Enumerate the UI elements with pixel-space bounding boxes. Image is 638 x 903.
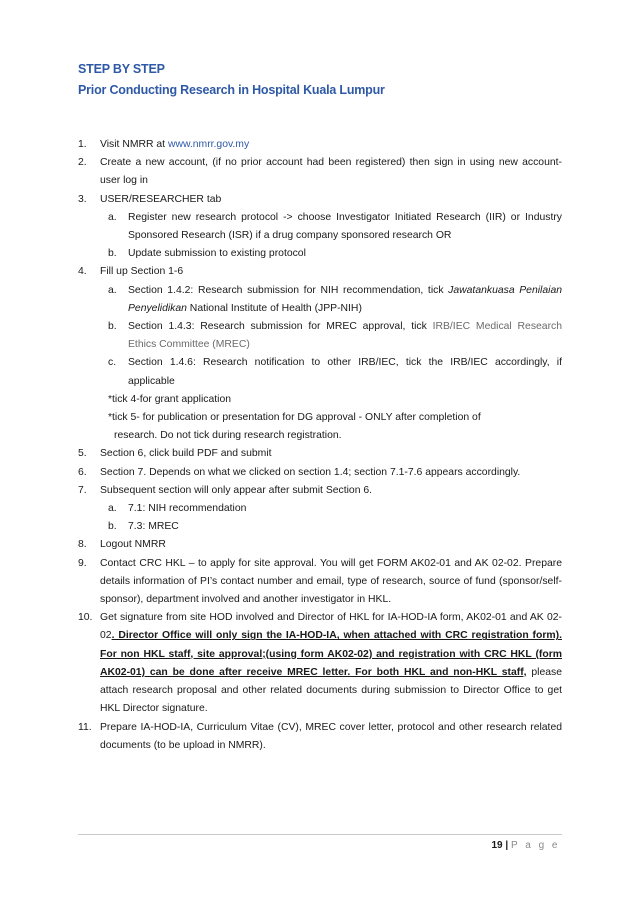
- substep-text: Register new research protocol -> choose Investigator Initiated Research (IIR) or Industry Sponsored Research (ISR) if a drug company sponsored research OR: [128, 211, 562, 242]
- note-grant: *tick 4-for grant application: [108, 393, 232, 405]
- substep-text-end: National Institute of Health (JPP-NIH): [186, 302, 362, 314]
- step-8: [78, 536, 562, 554]
- step-number: 3.: [78, 193, 87, 205]
- step-text: Create a new account, (if no prior account had been registered) then sign in using new account- user log in: [100, 157, 562, 187]
- substep-text: 7.1: NIH recommendation: [128, 503, 247, 515]
- step-11: [78, 719, 562, 755]
- step-number: 11.: [78, 721, 92, 733]
- step-text: USER/RESEARCHER tab: [100, 193, 222, 205]
- note-text: *tick 5- for publication or presentation for DG approval - ONLY after completion of: [108, 412, 481, 424]
- step-text: Get signature from site HOD involved and Director of HKL for IA-HOD-IA form, AK02-01 and AK 02-02: [100, 612, 562, 642]
- step-emphasis-text: . Director Office will only sign the IA-HOD-IA, when attached with CRC registration form). For non HKL staff, site approval;(using form AK02-02) and registration with CRC HKL (form AK02-01) can be done after receive MREC letter. For both HKL and non-HKL staff,: [100, 630, 562, 678]
- substep-letter: b.: [108, 521, 117, 533]
- footer-divider: [78, 834, 562, 835]
- step-number: 9.: [78, 557, 87, 569]
- substep-italic-text: Jawatankuasa Penilaian Penyelidikan: [128, 284, 562, 314]
- step-number: 1.: [78, 139, 87, 150]
- substep-text: 7.3: MREC: [128, 521, 179, 533]
- step-number: 5.: [78, 448, 87, 460]
- step-text: Prepare IA-HOD-IA, Curriculum Vitae (CV), MREC cover letter, protocol and other research related documents (to be upload in NMRR).: [100, 721, 562, 751]
- step-7a: [78, 500, 562, 518]
- step-9: [78, 555, 562, 610]
- substep-letter: b.: [108, 248, 117, 260]
- note-publication: [78, 409, 562, 445]
- page-label: P a g e: [510, 840, 560, 851]
- step-5: [78, 445, 562, 463]
- step-text: Contact CRC HKL – to apply for site approval. You will get FORM AK02-01 and AK 02-02. Prepare details information of PI’s contact number and email, type of research, source of fund (sponsor/self-sponsor), department involved and another investigator in HKL.: [100, 557, 562, 606]
- step-text: Section 6, click build PDF and submit: [100, 448, 272, 460]
- step-text: Section 7. Depends on what we clicked on section 1.4; section 7.1-7.6 appears accordingly.: [100, 466, 521, 478]
- step-number: 6.: [78, 466, 87, 478]
- step-text: Subsequent section will only appear after submit Section 6.: [100, 484, 373, 496]
- substep-gray-text: IRB/IEC Medical Research Ethics Committee (MREC): [128, 321, 563, 351]
- substep-text: Update submission to existing protocol: [128, 248, 306, 260]
- step-4c: [78, 354, 562, 390]
- step-4a: [78, 282, 562, 318]
- step-text-end: please attach research proposal and other related documents during submission to Director Office to get HKL Director signature.: [100, 666, 562, 715]
- step-1: [78, 136, 562, 154]
- step-4b: [78, 318, 562, 354]
- heading-prior-conducting-research: Prior Conducting Research in Hospital Kuala Lumpur: [78, 83, 385, 97]
- step-4: [78, 263, 562, 281]
- step-7: [78, 482, 562, 500]
- step-text: Logout NMRR: [100, 539, 166, 551]
- substep-text: Section 1.4.3: Research submission for MREC approval, tick: [128, 321, 433, 333]
- note-text-continued: research. Do not tick during research registration.: [114, 430, 342, 442]
- step-3: [78, 191, 562, 209]
- step-2: [78, 154, 562, 190]
- nmrr-link[interactable]: www.nmrr.gov.my: [167, 139, 250, 150]
- step-number: 2.: [78, 157, 87, 169]
- step-text: Visit NMRR at: [100, 139, 168, 150]
- page-footer: [492, 840, 561, 851]
- heading-step-by-step: STEP BY STEP: [78, 62, 165, 76]
- step-number: 7.: [78, 484, 87, 496]
- step-3a: [78, 209, 562, 245]
- step-text: Fill up Section 1-6: [100, 266, 184, 278]
- step-10: [78, 609, 562, 718]
- substep-letter: c.: [108, 357, 117, 369]
- footer-separator: |: [502, 840, 511, 851]
- step-7b: [78, 518, 562, 536]
- substep-text: Section 1.4.6: Research notification to other IRB/IEC, tick the IRB/IEC accordingly, if applicable: [128, 357, 562, 387]
- substep-letter: a.: [108, 211, 117, 223]
- substep-letter: a.: [108, 284, 117, 296]
- substep-text: Section 1.4.2: Research submission for NIH recommendation, tick: [128, 284, 449, 296]
- substep-letter: a.: [108, 503, 117, 515]
- page-number: 19: [491, 840, 503, 851]
- step-number: 4.: [78, 266, 87, 278]
- steps-list: [78, 136, 562, 755]
- step-3b: [78, 245, 562, 263]
- step-number: 10.: [78, 612, 93, 624]
- substep-letter: b.: [108, 321, 117, 333]
- step-number: 8.: [78, 539, 87, 551]
- step-6: [78, 464, 562, 482]
